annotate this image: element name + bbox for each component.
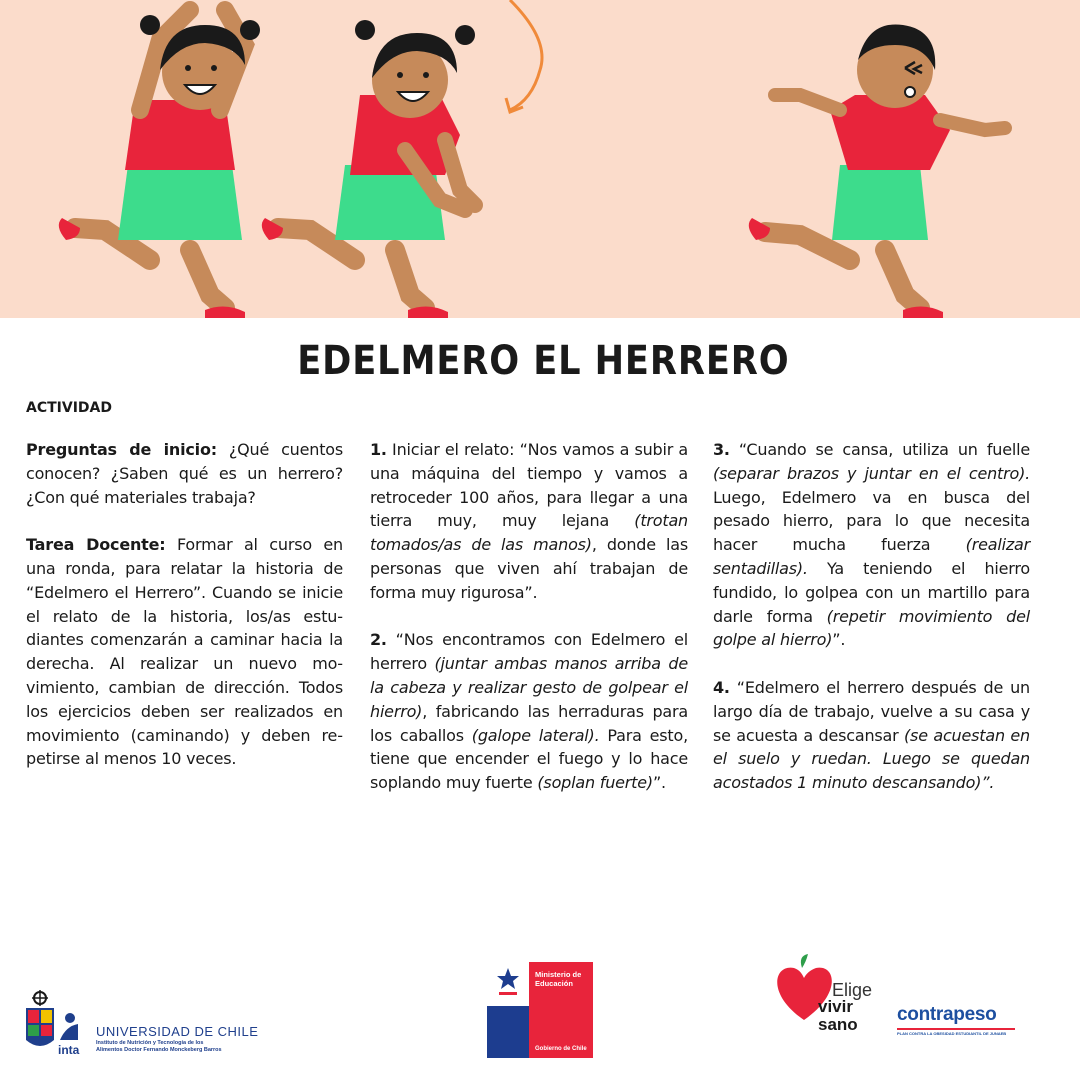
section-label: ACTIVIDAD	[26, 400, 112, 416]
step-2-instruction-3: (soplan fuerte)	[537, 773, 653, 793]
step-3-paragraph	[713, 438, 1030, 652]
inta-label: inta	[58, 1043, 80, 1057]
chile-coat-of-arms-icon	[493, 966, 523, 1002]
starter-questions-paragraph	[26, 438, 343, 509]
step-3-text: “Cuando se cansa, utiliza un fuelle	[729, 440, 1030, 459]
elige-vivir-sano-line-1: Elige	[832, 980, 873, 1000]
child-figure-arms-up	[59, 10, 260, 318]
mineduc-title: Ministerio de Educación	[535, 970, 582, 988]
contrapeso-tagline: PLAN CONTRA LA OBESIDAD ESTUDIANTIL DE JUNAEB	[897, 1031, 1007, 1036]
column-intro	[26, 438, 343, 795]
step-4-text: “Edelmero el herrero después de un largo día de trabajo, vuelve a su casa y se acuesta a descansar	[713, 677, 1030, 745]
starter-questions-text: ¿Qué cuentos conocen? ¿Saben qué es un herrero? ¿Con qué materiales trabaja?	[26, 440, 343, 507]
uchile-name: UNIVERSIDAD DE CHILE	[96, 1024, 259, 1039]
step-2-instruction-1: (juntar ambas manos arriba de la cabeza y realizar gesto de golpear el hierro)	[370, 654, 688, 721]
page-title: EDELMERO EL HERRERO	[297, 338, 790, 384]
step-4-instruction: (se acuestan en el suelo y ruedan. Luego se quedan acostados 1 minuto descansando)”.	[713, 725, 1030, 793]
step-3-text-mid-2: Ya teniendo el hierro fundido, lo golpea con un martillo para darle forma	[713, 558, 1030, 626]
step-3-instruction-2: (realizar sentadillas).	[713, 535, 1030, 578]
step-1-instruction: (trotan tomados/as de las manos)	[370, 511, 688, 555]
step-2-paragraph	[370, 628, 688, 795]
mineduc-logo	[487, 962, 593, 1058]
starter-questions-label: Preguntas de inicio:	[26, 440, 217, 459]
step-4-number: 4.	[713, 677, 730, 697]
step-3-text-mid: Luego, Edelmero va en busca del pesado hierro, para lo que necesita hacer mucha fuerza	[713, 487, 1030, 555]
teacher-task-text: Formar al curso en una ronda, para relatar la historia de “Edelmero el Herrero”. Cuando se inicie el relato de la historia, los/as estudiantes comenzarán a caminar hacia la derecha. Al realizar un nuevo movimiento, cambian de dirección. Todos los ejercicios deben ser realizados en movimiento (caminando) y deben repetirse al menos 10 veces.	[26, 535, 344, 769]
elige-vivir-sano-line-2: vivir	[818, 997, 853, 1016]
illustration-banner	[0, 0, 1080, 318]
step-2-text-mid: , fabricando las herraduras para los caballos	[370, 701, 688, 745]
children-exercise-illustration	[0, 0, 1080, 318]
step-3-text-end: ”.	[832, 630, 846, 650]
contrapeso-underline	[897, 1028, 1015, 1030]
teacher-task-paragraph	[26, 533, 343, 771]
step-3-instruction-1: (separar brazos y juntar en el centro).	[713, 463, 1030, 483]
uchile-institute: Instituto de Nutrición y Tecnología de los Alimentos Doctor Fernando Monckeberg Barros	[96, 1040, 222, 1053]
footer-logos	[0, 940, 1080, 1080]
column-steps-3-4	[713, 438, 1030, 819]
child-figure-arms-out	[749, 24, 1005, 318]
step-2-instruction-2: (galope lateral).	[471, 725, 600, 745]
step-2-number: 2.	[370, 630, 387, 650]
step-2-text-mid-2: Para esto, tiene que encender el fuego y lo hace soplando muy fuerte	[370, 725, 688, 793]
step-1-text-end: , donde las personas que viven ahí trabajan de forma muy rigurosa”.	[370, 535, 688, 602]
step-1-number: 1.	[370, 440, 387, 459]
step-3-number: 3.	[713, 440, 730, 459]
step-1-paragraph	[370, 438, 688, 605]
curved-arrow-icon	[510, 0, 542, 110]
step-3-instruction-3: (repetir movimiento del golpe al hierro)	[713, 606, 1030, 650]
step-2-text-end: ”.	[652, 773, 666, 793]
step-4-paragraph	[713, 676, 1030, 795]
contrapeso-logo: contrapeso	[897, 1004, 997, 1025]
teacher-task-label: Tarea Docente:	[26, 535, 166, 555]
step-2-text: “Nos encontramos con Edelmero el herrero	[370, 630, 688, 674]
child-figure-arms-down	[262, 20, 475, 318]
mineduc-gov: Gobierno de Chile	[535, 1046, 587, 1052]
elige-vivir-sano-line-3: sano	[818, 1015, 858, 1034]
step-1-text: Iniciar el relato: “Nos vamos a subir a una máquina del tiempo y vamos a retroceder 100 años, para llegar a una tierra muy, muy lejana	[370, 440, 688, 531]
column-steps-1-2	[370, 438, 688, 819]
